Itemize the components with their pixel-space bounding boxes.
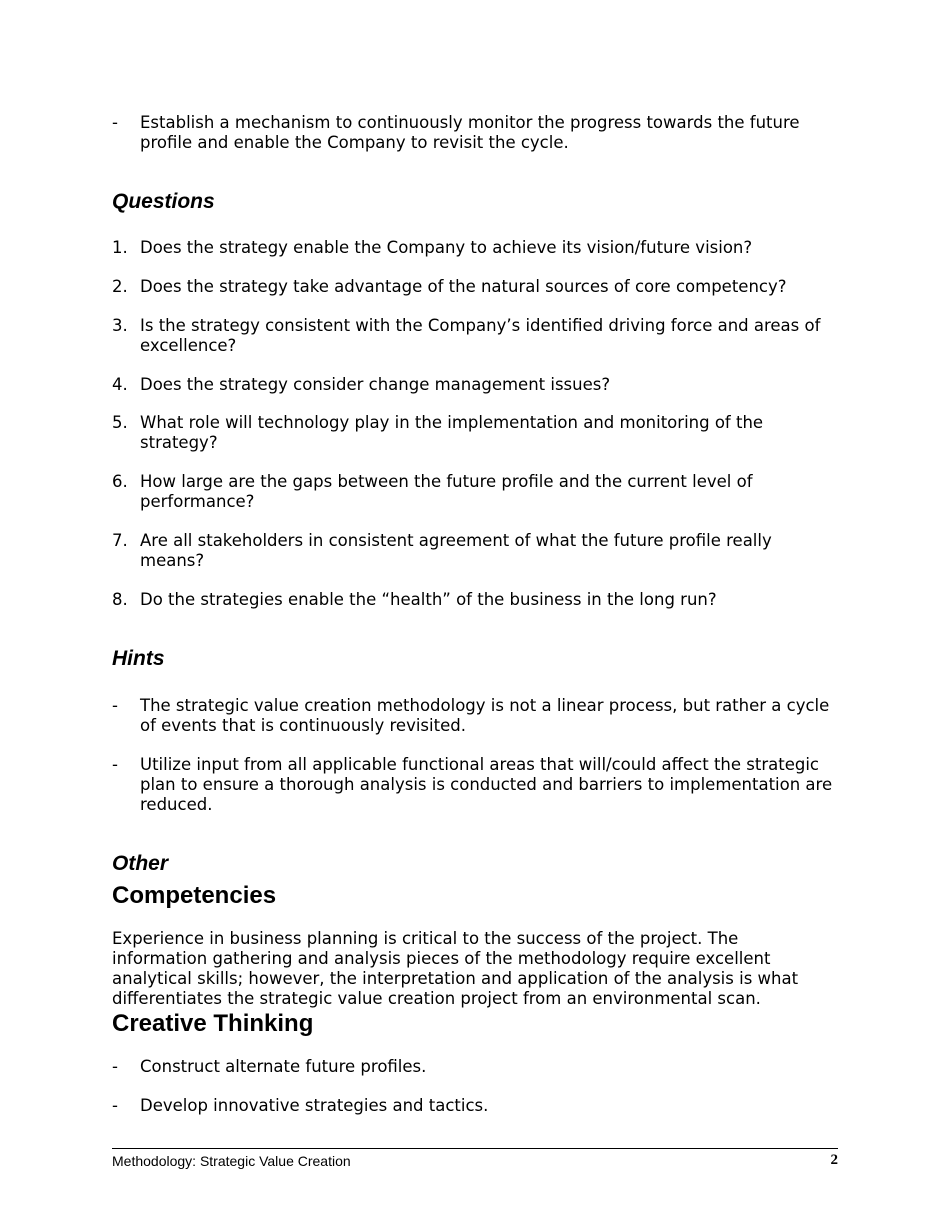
question-text: Does the strategy take advantage of the natural sources of core competency?: [140, 277, 787, 296]
hint-item: [112, 755, 838, 815]
question-number: 4.: [112, 375, 128, 394]
other-heading: Other: [112, 852, 169, 875]
creative-item-text: Develop innovative strategies and tactics.: [140, 1096, 489, 1115]
question-number: 2.: [112, 277, 128, 296]
bullet-marker: -: [112, 696, 118, 715]
hint-text: Utilize input from all applicable functional areas that will/could affect the strategic plan to ensure a thorough analysis is conducted and barriers to implementation are reduced.: [140, 755, 833, 814]
question-number: 8.: [112, 590, 128, 609]
question-text: Are all stakeholders in consistent agreement of what the future profile really means?: [140, 531, 772, 570]
question-item: [112, 590, 838, 610]
question-number: 7.: [112, 531, 128, 550]
competencies-heading: Competencies: [112, 882, 277, 909]
bullet-marker: -: [112, 113, 118, 132]
question-item: [112, 375, 838, 395]
list-item-text: Establish a mechanism to continuously monitor the progress towards the future profile and enable the Company to revisit the cycle.: [140, 113, 800, 152]
question-text: Does the strategy enable the Company to achieve its vision/future vision?: [140, 238, 753, 257]
creative-item: [112, 1096, 838, 1116]
question-item: [112, 316, 838, 356]
questions-heading: Questions: [112, 190, 215, 213]
bullet-marker: -: [112, 1057, 118, 1076]
question-text: What role will technology play in the implementation and monitoring of the strategy?: [140, 413, 764, 452]
question-number: 6.: [112, 472, 128, 491]
question-item: [112, 472, 838, 512]
bullet-marker: -: [112, 1096, 118, 1115]
question-item: [112, 238, 838, 258]
hint-text: The strategic value creation methodology is not a linear process, but rather a cycle of events that is continuously revisited.: [140, 696, 830, 735]
question-item: [112, 277, 838, 297]
hint-item: [112, 696, 838, 736]
question-item: [112, 413, 838, 453]
competencies-paragraph: Experience in business planning is critical to the success of the project. The information gathering and analysis pieces of the methodology require excellent analytical skills; however, the interpretation and application of the analysis is what differentiates the strategic value creation project from an environmental scan.: [112, 929, 799, 1008]
question-text: Is the strategy consistent with the Company’s identified driving force and areas of excellence?: [140, 316, 821, 355]
bullet-marker: -: [112, 755, 118, 774]
question-text: Does the strategy consider change management issues?: [140, 375, 611, 394]
question-text: Do the strategies enable the “health” of the business in the long run?: [140, 590, 717, 609]
footer-title: Methodology: Strategic Value Creation: [112, 1153, 351, 1169]
question-number: 3.: [112, 316, 128, 335]
creative-item: [112, 1057, 838, 1077]
list-item: [112, 113, 838, 153]
question-text: How large are the gaps between the future profile and the current level of performance?: [140, 472, 753, 511]
creative-thinking-heading: Creative Thinking: [112, 1010, 314, 1037]
question-number: 1.: [112, 238, 128, 257]
creative-item-text: Construct alternate future profiles.: [140, 1057, 427, 1076]
footer-divider: [112, 1148, 838, 1149]
question-number: 5.: [112, 413, 128, 432]
question-item: [112, 531, 838, 571]
hints-heading: Hints: [112, 647, 165, 670]
page-number: 2: [830, 1152, 838, 1168]
